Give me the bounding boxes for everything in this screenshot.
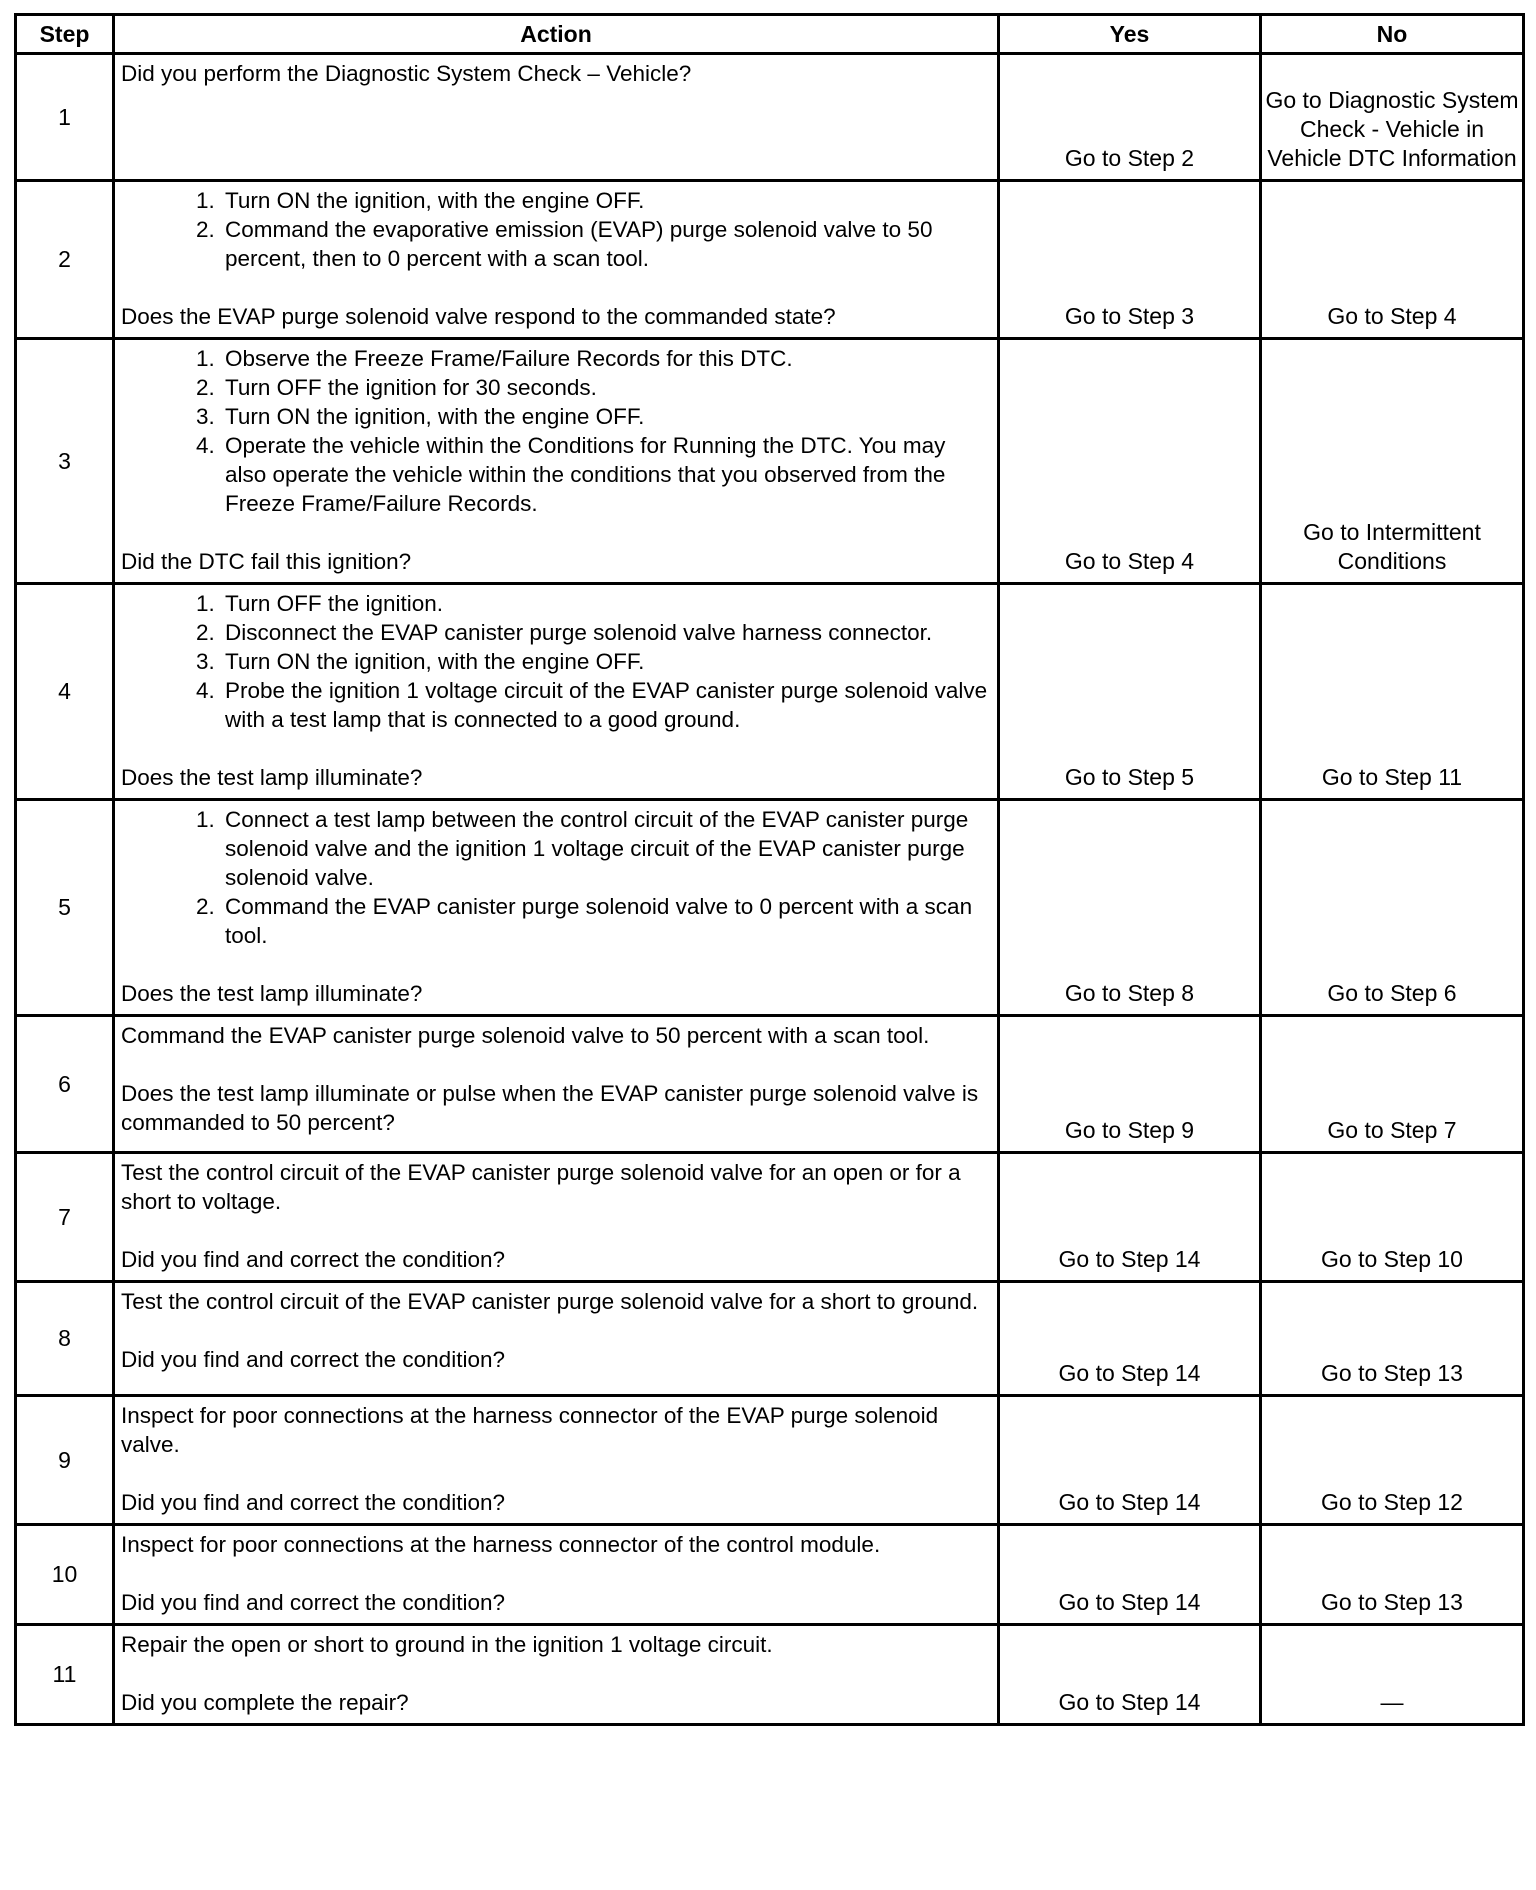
step-number: 7 (16, 1153, 114, 1282)
action-instruction: Test the control circuit of the EVAP canister purge solenoid valve for an open or for a short to voltage. (121, 1160, 961, 1214)
yes-result: Go to Step 14 (999, 1625, 1261, 1725)
action-question: Did you find and correct the condition? (121, 1490, 505, 1515)
action-question: Did the DTC fail this ignition? (121, 549, 412, 574)
step-number: 4 (16, 584, 114, 800)
action-cell (114, 181, 999, 339)
no-result: Go to Step 6 (1261, 800, 1524, 1016)
no-result: Go to Step 13 (1261, 1282, 1524, 1396)
no-result: — (1261, 1625, 1524, 1725)
yes-result: Go to Step 4 (999, 339, 1261, 584)
action-cell (114, 1525, 999, 1625)
yes-result: Go to Step 14 (999, 1525, 1261, 1625)
substep-item: 3. Turn ON the ignition, with the engine OFF. (221, 402, 991, 431)
step-number: 2 (16, 181, 114, 339)
action-cell (114, 1625, 999, 1725)
substep-item: 1. Turn OFF the ignition. (221, 589, 991, 618)
substep-item: 1. Turn ON the ignition, with the engine OFF. (221, 186, 991, 215)
no-result: Go to Step 12 (1261, 1396, 1524, 1525)
table-row (16, 1016, 1524, 1153)
no-result: Go to Intermittent Conditions (1261, 339, 1524, 584)
table-row (16, 54, 1524, 181)
action-cell (114, 1153, 999, 1282)
substep-item: 4. Operate the vehicle within the Conditions for Running the DTC. You may also operate the vehicle within the conditions that you observed from the Freeze Frame/Failure Records. (221, 431, 991, 518)
no-result: Go to Diagnostic System Check - Vehicle in Vehicle DTC Information (1261, 54, 1524, 181)
action-cell (114, 54, 999, 181)
header-no: No (1261, 15, 1524, 54)
no-result: Go to Step 13 (1261, 1525, 1524, 1625)
substep-item: 1. Observe the Freeze Frame/Failure Records for this DTC. (221, 344, 991, 373)
action-question: Does the test lamp illuminate? (121, 981, 423, 1006)
yes-result: Go to Step 2 (999, 54, 1261, 181)
action-cell (114, 800, 999, 1016)
substep-item: 4. Probe the ignition 1 voltage circuit of the EVAP canister purge solenoid valve with a test lamp that is connected to a good ground. (221, 676, 991, 734)
substep-list (121, 186, 991, 273)
table-row (16, 1525, 1524, 1625)
yes-result: Go to Step 14 (999, 1282, 1261, 1396)
substep-item: 1. Connect a test lamp between the control circuit of the EVAP canister purge solenoid valve and the ignition 1 voltage circuit of the EVAP canister purge solenoid valve. (221, 805, 991, 892)
no-result: Go to Step 4 (1261, 181, 1524, 339)
yes-result: Go to Step 5 (999, 584, 1261, 800)
yes-result: Go to Step 14 (999, 1153, 1261, 1282)
action-question: Did you find and correct the condition? (121, 1347, 505, 1372)
no-result: Go to Step 11 (1261, 584, 1524, 800)
step-number: 9 (16, 1396, 114, 1525)
action-question: Did you find and correct the condition? (121, 1590, 505, 1615)
action-cell (114, 1016, 999, 1153)
substep-list (121, 344, 991, 518)
action-question: Does the test lamp illuminate? (121, 765, 423, 790)
table-row (16, 1153, 1524, 1282)
action-cell (114, 584, 999, 800)
action-question: Did you complete the repair? (121, 1690, 409, 1715)
action-question: Did you find and correct the condition? (121, 1247, 505, 1272)
step-number: 6 (16, 1016, 114, 1153)
table-row (16, 339, 1524, 584)
action-instruction: Repair the open or short to ground in the ignition 1 voltage circuit. (121, 1632, 773, 1657)
yes-result: Go to Step 14 (999, 1396, 1261, 1525)
no-result: Go to Step 10 (1261, 1153, 1524, 1282)
action-instruction: Did you perform the Diagnostic System Check – Vehicle? (121, 61, 692, 86)
table-row (16, 1625, 1524, 1725)
table-row (16, 800, 1524, 1016)
no-result: Go to Step 7 (1261, 1016, 1524, 1153)
header-action: Action (114, 15, 999, 54)
step-number: 1 (16, 54, 114, 181)
action-instruction: Test the control circuit of the EVAP canister purge solenoid valve for a short to ground. (121, 1289, 979, 1314)
header-step: Step (16, 15, 114, 54)
action-cell (114, 1396, 999, 1525)
substep-item: 2. Command the EVAP canister purge solenoid valve to 0 percent with a scan tool. (221, 892, 991, 950)
substep-list (121, 589, 991, 734)
table-row (16, 181, 1524, 339)
table-row (16, 584, 1524, 800)
action-cell (114, 339, 999, 584)
action-instruction: Inspect for poor connections at the harness connector of the EVAP purge solenoid valve. (121, 1403, 939, 1457)
action-instruction: Command the EVAP canister purge solenoid valve to 50 percent with a scan tool. (121, 1023, 930, 1048)
step-number: 3 (16, 339, 114, 584)
substep-item: 2. Turn OFF the ignition for 30 seconds. (221, 373, 991, 402)
action-cell (114, 1282, 999, 1396)
step-number: 11 (16, 1625, 114, 1725)
action-question: Does the EVAP purge solenoid valve respond to the commanded state? (121, 304, 836, 329)
header-row (16, 15, 1524, 54)
action-instruction: Inspect for poor connections at the harness connector of the control module. (121, 1532, 881, 1557)
diagnostic-table (14, 13, 1525, 1726)
step-number: 5 (16, 800, 114, 1016)
table-row (16, 1396, 1524, 1525)
step-number: 10 (16, 1525, 114, 1625)
yes-result: Go to Step 3 (999, 181, 1261, 339)
substep-item: 2. Disconnect the EVAP canister purge solenoid valve harness connector. (221, 618, 991, 647)
substep-item: 3. Turn ON the ignition, with the engine OFF. (221, 647, 991, 676)
table-row (16, 1282, 1524, 1396)
substep-item: 2. Command the evaporative emission (EVAP) purge solenoid valve to 50 percent, then to 0 percent with a scan tool. (221, 215, 991, 273)
yes-result: Go to Step 8 (999, 800, 1261, 1016)
yes-result: Go to Step 9 (999, 1016, 1261, 1153)
action-question: Does the test lamp illuminate or pulse when the EVAP canister purge solenoid valve is commanded to 50 percent? (121, 1081, 979, 1135)
step-number: 8 (16, 1282, 114, 1396)
header-yes: Yes (999, 15, 1261, 54)
substep-list (121, 805, 991, 950)
